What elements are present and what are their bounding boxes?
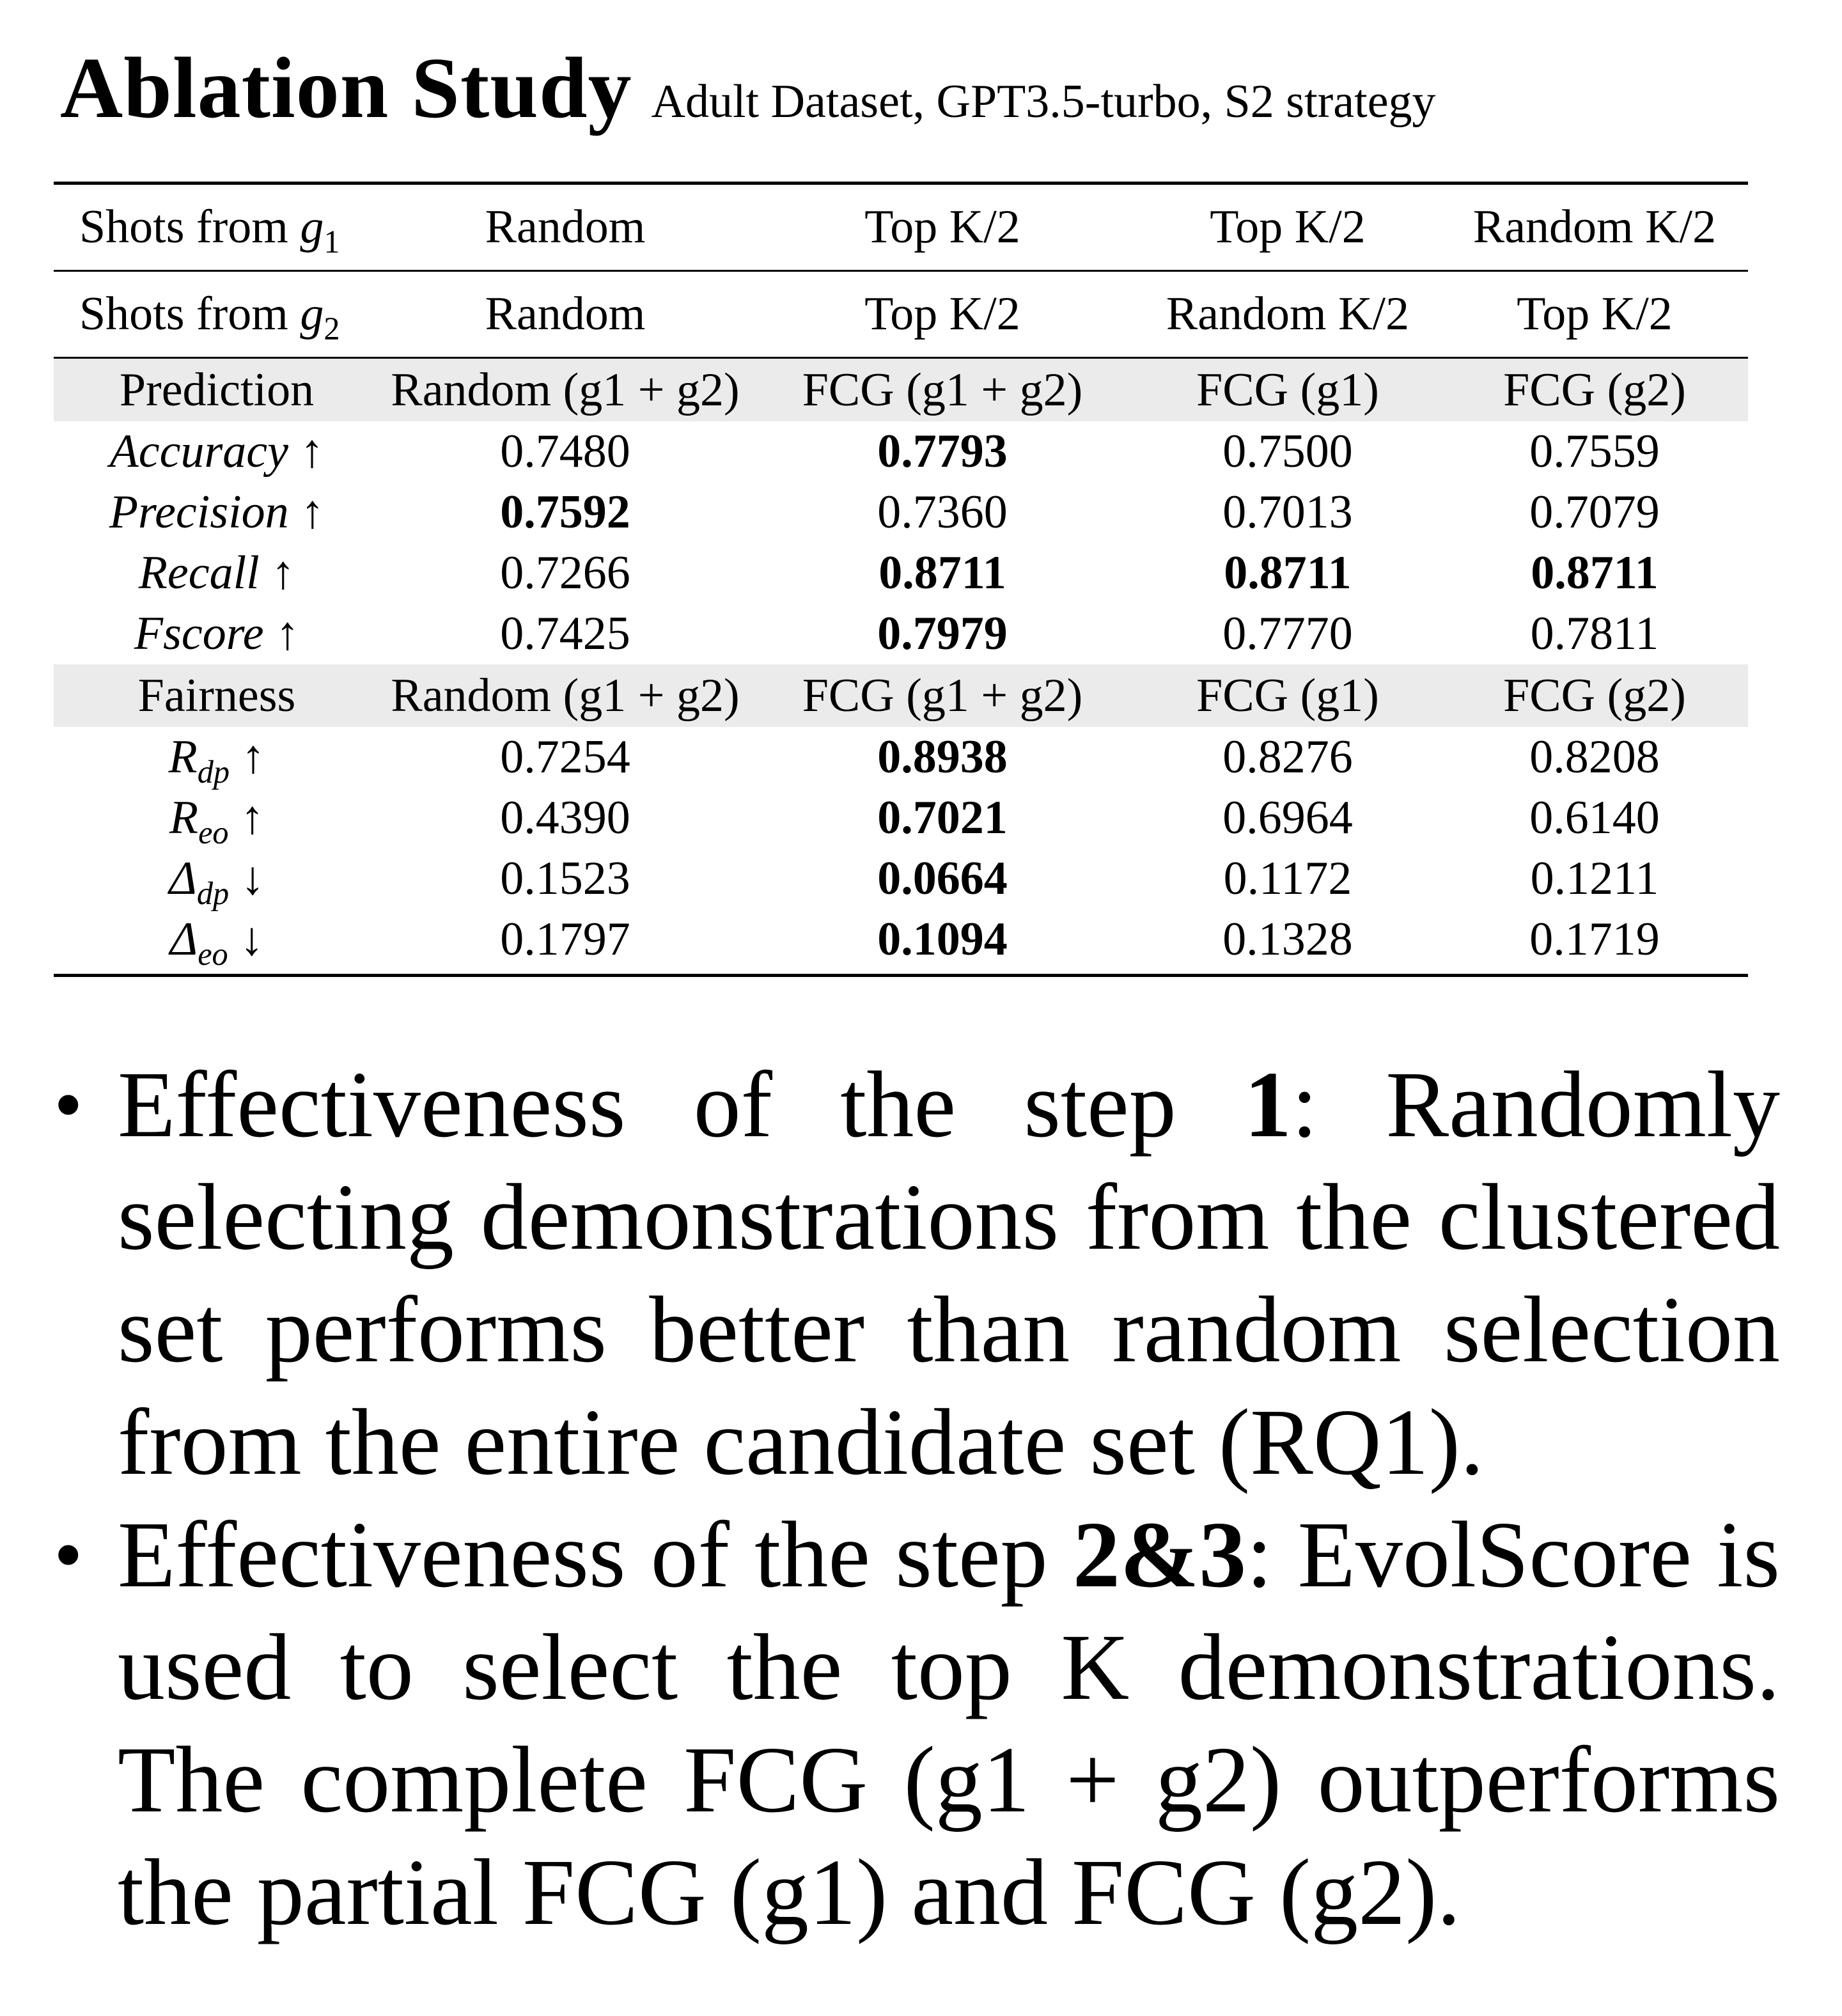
value-cell: 0.7979: [877, 607, 1008, 660]
prediction-header: Prediction: [54, 358, 380, 422]
prediction-row: [54, 421, 1748, 482]
value-cell: 0.6964: [1222, 792, 1353, 844]
value-cell: 0.7480: [500, 425, 630, 478]
slide-header: [60, 38, 1436, 138]
value-cell: 0.7500: [1222, 425, 1353, 478]
value-cell: 0.7425: [500, 607, 630, 660]
fairness-row: [54, 727, 1748, 788]
shots-g2-cell: Random K/2: [1134, 271, 1441, 358]
metric-label: Precision ↑: [109, 486, 325, 538]
prediction-row: [54, 543, 1748, 604]
bullet-dot: •: [54, 1059, 83, 1151]
fairness-header-row: [54, 664, 1748, 727]
value-cell: 0.1523: [500, 852, 630, 905]
fairness-row: [54, 909, 1748, 976]
value-cell: 0.1328: [1134, 909, 1441, 976]
shots-g1-cell: Random K/2: [1441, 184, 1748, 271]
prediction-header-row: [54, 358, 1748, 422]
ablation-table: [54, 182, 1748, 977]
prediction-row: [54, 604, 1748, 664]
value-cell: 0.8938: [877, 731, 1008, 783]
metric-label: Fscore ↑: [134, 607, 300, 660]
column-header: FCG (g2): [1441, 358, 1748, 422]
value-cell: 0.8711: [878, 547, 1006, 599]
value-cell: 0.1211: [1530, 852, 1659, 905]
shots-g1-label: Shots from $g_1$: [54, 184, 380, 271]
value-cell: 0.7559: [1529, 425, 1660, 478]
value-cell: 0.7254: [500, 731, 630, 783]
value-cell: 0.8711: [1224, 547, 1352, 599]
shots-g1-cell: Top K/2: [751, 184, 1134, 271]
slide-title: Ablation Study: [60, 40, 632, 136]
value-cell: 0.7266: [500, 547, 630, 599]
column-header: FCG (g1 + g2): [751, 358, 1134, 422]
slide-subtitle: Adult Dataset, GPT3.5-turbo, S2 strategy: [651, 75, 1436, 128]
value-cell: 0.8208: [1529, 731, 1660, 783]
metric-label: Recall ↑: [138, 547, 295, 599]
value-cell: 0.4390: [500, 792, 630, 844]
bullet-item: [54, 1049, 1780, 1499]
bullet-dot: •: [54, 1509, 83, 1601]
column-header: Random (g1 + g2): [380, 358, 751, 422]
value-cell: 0.1797: [380, 909, 751, 976]
metric-label: Accuracy ↑: [109, 425, 324, 478]
column-header: FCG (g1): [1134, 664, 1441, 727]
value-cell: 0.8711: [1531, 547, 1659, 599]
metric-label: $R_{eo}$ ↑: [169, 792, 265, 851]
shots-g1-row: [54, 184, 1748, 271]
fairness-row: [54, 848, 1748, 909]
shots-g1-cell: Random: [380, 184, 751, 271]
value-cell: 0.7021: [877, 792, 1008, 844]
value-cell: 0.7793: [877, 425, 1008, 478]
shots-g2-row: [54, 271, 1748, 358]
bullet-text: Effectiveness of the step 1: Randomly selecting demonstrations from the clustered set performs better than random selection from the entire candidate set (RQ1).: [118, 1052, 1780, 1495]
shots-g2-label: Shots from $g_2$: [54, 271, 380, 358]
value-cell: 0.7592: [500, 486, 630, 538]
value-cell: 0.8276: [1222, 731, 1353, 783]
bullet-list: [54, 1049, 1780, 1949]
shots-g2-cell: Top K/2: [1441, 271, 1748, 358]
column-header: Random (g1 + g2): [380, 664, 751, 727]
value-cell: 0.7360: [877, 486, 1008, 538]
shots-g2-cell: Top K/2: [751, 271, 1134, 358]
value-cell: 0.7811: [1530, 607, 1659, 660]
metric-label: $R_{dp}$ ↑: [168, 731, 265, 790]
value-cell: 0.7770: [1222, 607, 1353, 660]
shots-g1-cell: Top K/2: [1134, 184, 1441, 271]
value-cell: 0.0664: [877, 852, 1008, 905]
value-cell: 0.1172: [1223, 852, 1352, 905]
metric-label: $\Delta_{dp}$ ↓: [169, 852, 265, 912]
value-cell: 0.6140: [1529, 792, 1660, 844]
column-header: FCG (g2): [1441, 664, 1748, 727]
value-cell: 0.7079: [1529, 486, 1660, 538]
value-cell: 0.1094: [751, 909, 1134, 976]
fairness-header: Fairness: [54, 664, 380, 727]
value-cell: 0.1719: [1441, 909, 1748, 976]
bullet-item: [54, 1499, 1780, 1949]
bullet-text: Effectiveness of the step 2&3: EvolScore is used to select the top K demonstrations. The complete FCG (g1 + g2) outperforms the partial FCG (g1) and FCG (g2).: [118, 1503, 1780, 1945]
column-header: FCG (g1 + g2): [751, 664, 1134, 727]
column-header: FCG (g1): [1134, 358, 1441, 422]
fairness-row: [54, 788, 1748, 848]
shots-g2-cell: Random: [380, 271, 751, 358]
metric-label: $\Delta_{eo}$ ↓: [54, 909, 380, 976]
prediction-row: [54, 482, 1748, 543]
value-cell: 0.7013: [1222, 486, 1353, 538]
